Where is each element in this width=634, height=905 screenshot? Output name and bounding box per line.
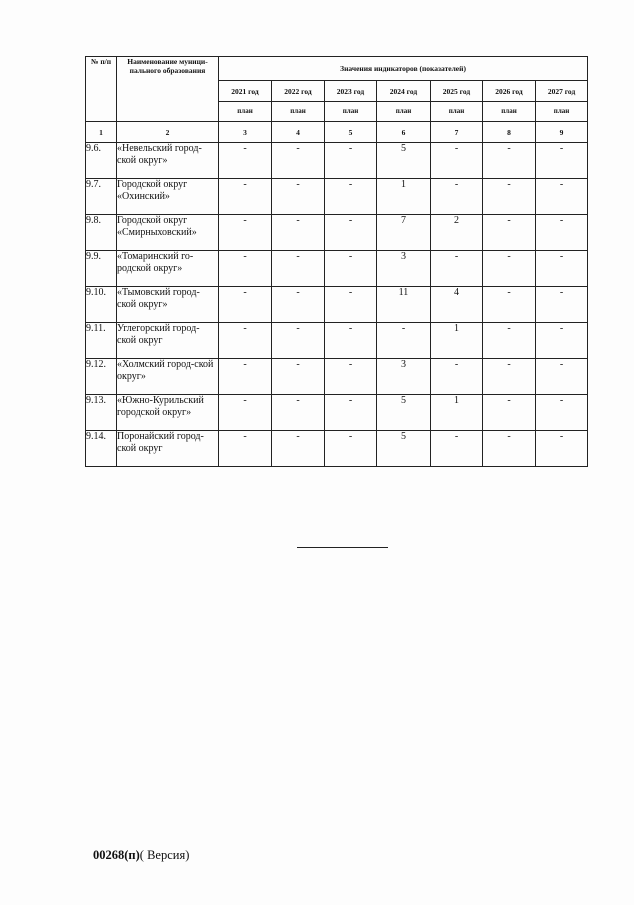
header-indicator-values: Значения индикаторов (показателей) [219,57,588,81]
column-number: 3 [219,122,272,143]
municipality-name: Углегорский город-ской округ [117,323,219,359]
header-year: 2026 год [483,81,536,102]
document-footer [93,848,189,863]
row-number: 9.11. [86,323,117,359]
indicator-value: - [325,431,377,467]
column-number: 1 [86,122,117,143]
indicator-value: - [536,287,588,323]
indicator-value: - [536,431,588,467]
municipality-name: «Тымовский город-ской округ» [117,287,219,323]
indicator-value: - [325,143,377,179]
municipality-name: «Холмский город-ской округ» [117,359,219,395]
header-plan: план [536,102,588,122]
indicator-value: - [325,359,377,395]
indicator-value: - [536,215,588,251]
municipality-name: Городской округ «Охинский» [117,179,219,215]
indicator-value: - [272,215,325,251]
column-numbers-row [86,122,588,143]
header-year: 2027 год [536,81,588,102]
row-number: 9.10. [86,287,117,323]
indicator-value: 5 [377,431,431,467]
indicator-value: - [219,287,272,323]
indicator-value: 1 [377,179,431,215]
header-plan: план [483,102,536,122]
document-version: ( Версия) [139,848,190,862]
indicator-value: - [219,431,272,467]
indicator-value: - [536,359,588,395]
header-municipality-name: Наименование муници-пального образования [117,57,219,122]
indicator-value: - [431,179,483,215]
column-number: 9 [536,122,588,143]
indicator-value: - [483,323,536,359]
header-number: № п/п [86,57,117,122]
indicator-value: 5 [377,143,431,179]
table-row [86,251,588,287]
table-row [86,431,588,467]
header-year: 2024 год [377,81,431,102]
header-plan: план [325,102,377,122]
indicator-value: - [325,287,377,323]
row-number: 9.7. [86,179,117,215]
table-row [86,323,588,359]
table-row [86,359,588,395]
municipality-name: «Невельский город-ской округ» [117,143,219,179]
indicator-value: - [325,215,377,251]
indicator-value: 1 [431,323,483,359]
indicator-value: - [483,359,536,395]
indicator-value: - [219,143,272,179]
indicator-value: - [325,395,377,431]
indicator-value: - [272,359,325,395]
indicator-value: - [536,251,588,287]
municipality-name: «Томаринский го-родской округ» [117,251,219,287]
indicator-value: - [219,179,272,215]
table-row [86,395,588,431]
indicator-value: - [536,143,588,179]
indicator-value: 5 [377,395,431,431]
indicator-value: 3 [377,359,431,395]
table-body [86,122,588,467]
indicator-value: - [219,323,272,359]
indicator-value: - [431,143,483,179]
row-number: 9.6. [86,143,117,179]
indicator-value: - [483,251,536,287]
indicator-value: - [272,395,325,431]
indicator-value: - [325,251,377,287]
indicator-value: 11 [377,287,431,323]
indicator-value: - [219,359,272,395]
row-number: 9.12. [86,359,117,395]
column-number: 7 [431,122,483,143]
header-year: 2021 год [219,81,272,102]
indicator-value: - [483,143,536,179]
row-number: 9.13. [86,395,117,431]
end-of-table-rule [297,547,388,548]
indicator-value: 7 [377,215,431,251]
indicators-table [85,56,588,467]
indicator-value: 4 [431,287,483,323]
indicator-value: - [272,251,325,287]
header-plan: план [219,102,272,122]
column-number: 4 [272,122,325,143]
table-row [86,287,588,323]
row-number: 9.14. [86,431,117,467]
indicator-value: - [483,179,536,215]
column-number: 5 [325,122,377,143]
indicator-value: - [325,323,377,359]
indicator-value: - [272,179,325,215]
column-number: 8 [483,122,536,143]
indicator-value: - [272,431,325,467]
indicator-value: 2 [431,215,483,251]
table-row [86,215,588,251]
table-row [86,179,588,215]
header-year: 2023 год [325,81,377,102]
indicator-value: - [325,179,377,215]
indicator-value: - [219,251,272,287]
header-plan: план [377,102,431,122]
indicator-value: - [536,179,588,215]
indicator-value: - [431,431,483,467]
column-number: 6 [377,122,431,143]
column-number: 2 [117,122,219,143]
header-plan: план [272,102,325,122]
indicator-value: - [536,323,588,359]
indicator-value: - [272,287,325,323]
indicator-value: - [219,395,272,431]
municipality-name: Поронайский город-ской округ [117,431,219,467]
indicator-value: 1 [431,395,483,431]
indicator-value: - [536,395,588,431]
municipality-name: «Южно-Курильский городской округ» [117,395,219,431]
header-year: 2022 год [272,81,325,102]
header-year: 2025 год [431,81,483,102]
indicator-value: - [377,323,431,359]
indicator-value: - [483,215,536,251]
indicator-value: - [272,323,325,359]
header-plan: план [431,102,483,122]
indicator-value: - [219,215,272,251]
indicator-value: - [272,143,325,179]
header-row-group [86,57,588,81]
indicator-value: - [431,359,483,395]
document-code: 00268(п) [93,848,140,862]
municipality-name: Городской округ «Смирныховский» [117,215,219,251]
indicator-value: - [483,395,536,431]
indicator-value: - [431,251,483,287]
indicator-value: 3 [377,251,431,287]
row-number: 9.8. [86,215,117,251]
indicator-value: - [483,287,536,323]
indicator-value: - [483,431,536,467]
table-row [86,143,588,179]
row-number: 9.9. [86,251,117,287]
